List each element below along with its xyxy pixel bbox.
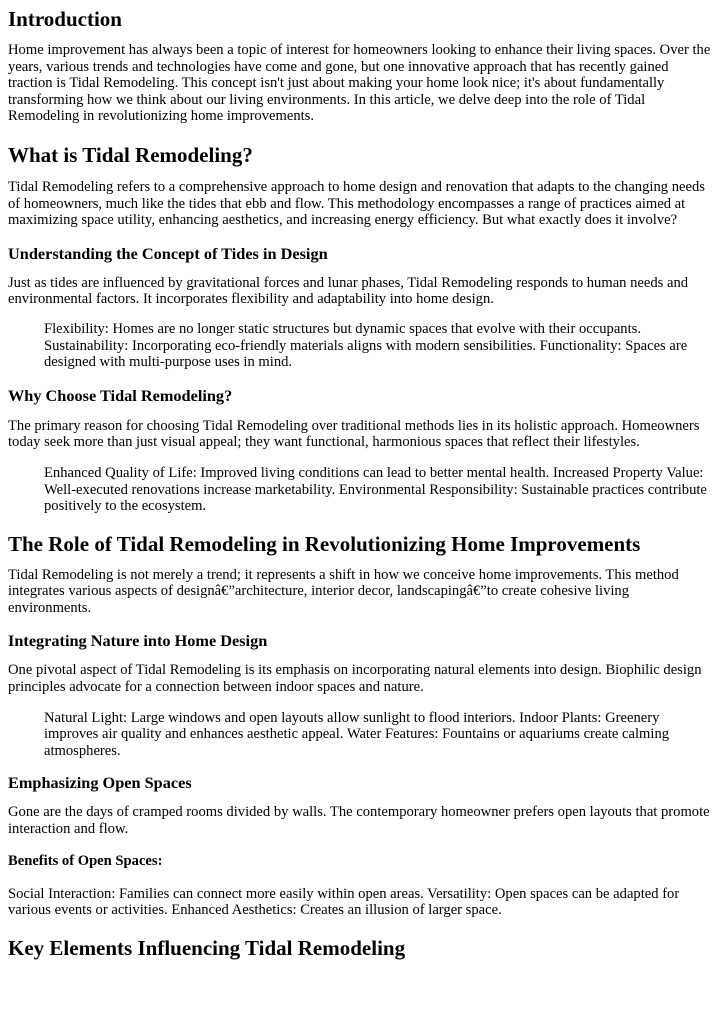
quote-tides-concept: Flexibility: Homes are no longer static structures but dynamic spaces that evolve with their occupants. Sustainability: Incorporating eco-friendly materials aligns with modern sensibilities. Functionality: Spaces are designed with multi-purpose uses in mind. [44, 320, 688, 371]
heading-open-spaces: Emphasizing Open Spaces [8, 773, 192, 793]
paragraph-benefits-open-spaces: Social Interaction: Families can connect more easily within open areas. Versatility: Open spaces can be adapted for various events or activities. Enhanced Aesthetics: Creates an illusion of larger space. [8, 885, 680, 919]
paragraph-why-choose: The primary reason for choosing Tidal Remodeling over traditional methods lies in its holistic approach. Homeowners today seek more than just visual appeal; they want functional, harmonious spaces that reflect their lifestyles. [8, 417, 700, 451]
heading-why-choose: Why Choose Tidal Remodeling? [8, 385, 233, 405]
heading-key-elements: Key Elements Influencing Tidal Remodeling [8, 935, 406, 960]
heading-what-is-tidal-remodeling: What is Tidal Remodeling? [8, 142, 253, 167]
paragraph-role: Tidal Remodeling is not merely a trend; it represents a shift in how we conceive home improvements. This method integrates various aspects of designâ€”architecture, interior decor, landscapingâ€”to create cohesive living environments. [8, 566, 679, 616]
heading-integrating-nature: Integrating Nature into Home Design [8, 631, 268, 651]
quote-integrating-nature: Natural Light: Large windows and open layouts allow sunlight to flood interiors. Indoor Plants: Greenery improves air quality and enhances aesthetic appeal. Water Features: Fountains or aquariums create calming atmospheres. [44, 709, 670, 759]
paragraph-introduction: Home improvement has always been a topic of interest for homeowners looking to enhance their living spaces. Over the years, various trends and technologies have come and gone, but one innovative approach that has recently gained traction is Tidal Remodeling. This concept isn't just about making your home look nice; it's about fundamentally transforming how we think about our living environments. In this article, we delve deep into the role of Tidal Remodeling in revolutionizing home improvements. [8, 42, 711, 125]
quote-why-choose: Enhanced Quality of Life: Improved living conditions can lead to better mental health. Increased Property Value: Well-executed renovations increase marketability. Environmental Responsibility: Sustainable practices contribute positively to the ecosystem. [44, 464, 707, 515]
heading-role: The Role of Tidal Remodeling in Revolutionizing Home Improvements [8, 531, 641, 556]
paragraph-open-spaces: Gone are the days of cramped rooms divided by walls. The contemporary homeowner prefers open layouts that promote interaction and flow. [8, 804, 710, 838]
paragraph-tides-concept: Just as tides are influenced by gravitational forces and lunar phases, Tidal Remodeling responds to human needs and environmental factors. It incorporates flexibility and adaptability into home design. [8, 274, 689, 308]
heading-tides-concept: Understanding the Concept of Tides in Design [8, 243, 328, 263]
article [0, 7, 720, 960]
heading-benefits-open-spaces: Benefits of Open Spaces: [8, 852, 163, 869]
paragraph-what-is: Tidal Remodeling refers to a comprehensive approach to home design and renovation that adapts to the changing needs of homeowners, much like the tides that ebb and flow. This methodology encompasses a range of practices aimed at maximizing space utility, enhancing aesthetics, and increasing energy efficiency. But what exactly does it involve? [8, 178, 705, 229]
paragraph-integrating-nature: One pivotal aspect of Tidal Remodeling is its emphasis on incorporating natural elements into design. Biophilic design principles advocate for a connection between indoor spaces and nature. [8, 662, 702, 696]
heading-introduction: Introduction [8, 7, 122, 31]
